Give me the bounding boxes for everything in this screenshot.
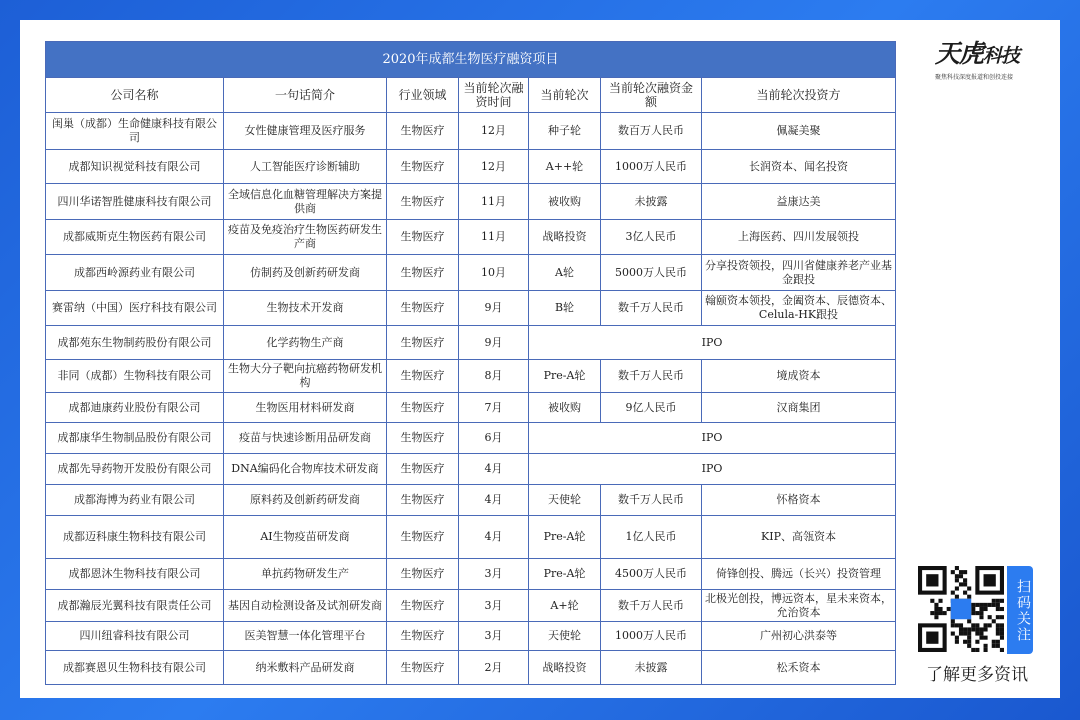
- table-row: [46, 255, 896, 291]
- financing-table: [45, 41, 896, 685]
- round-cell: A轮: [529, 255, 601, 291]
- company-name-cell: 成都赛恩贝生物科技有限公司: [46, 651, 224, 685]
- time-cell: 11月: [459, 220, 529, 255]
- intro-cell: 仿制药及创新药研发商: [224, 255, 387, 291]
- round-cell: 种子轮: [529, 113, 601, 150]
- intro-cell: 原料药及创新药研发商: [224, 485, 387, 516]
- brand-name: [935, 40, 1045, 70]
- round-cell: B轮: [529, 291, 601, 326]
- investor-cell: 长润资本、闻名投资: [702, 150, 896, 184]
- field-cell: 生物医疗: [387, 113, 459, 150]
- qr-code-icon: [918, 566, 1004, 652]
- intro-cell: 化学药物生产商: [224, 326, 387, 360]
- time-cell: 6月: [459, 423, 529, 454]
- table-row: [46, 326, 896, 360]
- table-row: [46, 651, 896, 685]
- amount-cell: 1亿人民币: [601, 516, 702, 559]
- ipo-cell: IPO: [529, 423, 896, 454]
- table-row: [46, 184, 896, 220]
- time-cell: 3月: [459, 559, 529, 590]
- field-cell: 生物医疗: [387, 360, 459, 393]
- company-name-cell: 成都恩沐生物科技有限公司: [46, 559, 224, 590]
- amount-cell: 9亿人民币: [601, 393, 702, 423]
- table-header-row: [46, 78, 896, 113]
- intro-cell: 基因自动检测设备及试剂研发商: [224, 590, 387, 622]
- investor-cell: 北极光创投，博远资本，星未来资本，允治资本: [702, 590, 896, 622]
- round-cell: 被收购: [529, 184, 601, 220]
- brand-logo: [935, 40, 1045, 81]
- company-name-cell: 成都海博为药业有限公司: [46, 485, 224, 516]
- investor-cell: 倚锋创投、腾远（长兴）投资管理: [702, 559, 896, 590]
- round-cell: Pre-A轮: [529, 559, 601, 590]
- round-cell: A++轮: [529, 150, 601, 184]
- amount-cell: 数千万人民币: [601, 590, 702, 622]
- investor-cell: KIP、高瓴资本: [702, 516, 896, 559]
- field-cell: 生物医疗: [387, 516, 459, 559]
- company-name-cell: 成都西岭源药业有限公司: [46, 255, 224, 291]
- time-cell: 3月: [459, 590, 529, 622]
- table-row: [46, 360, 896, 393]
- round-cell: 天使轮: [529, 485, 601, 516]
- intro-cell: 疫苗与快速诊断用品研发商: [224, 423, 387, 454]
- amount-cell: 未披露: [601, 651, 702, 685]
- table-body: [46, 113, 896, 685]
- round-cell: A+轮: [529, 590, 601, 622]
- intro-cell: 纳米敷料产品研发商: [224, 651, 387, 685]
- time-cell: 4月: [459, 485, 529, 516]
- ipo-cell: IPO: [529, 454, 896, 485]
- table-row: [46, 622, 896, 651]
- time-cell: 8月: [459, 360, 529, 393]
- time-cell: 3月: [459, 622, 529, 651]
- company-name-cell: 成都迪康药业股份有限公司: [46, 393, 224, 423]
- table-row: [46, 220, 896, 255]
- time-cell: 11月: [459, 184, 529, 220]
- company-name-cell: 成都康华生物制品股份有限公司: [46, 423, 224, 454]
- field-cell: 生物医疗: [387, 651, 459, 685]
- investor-cell: 翰颐资本领投，金阖资本、辰德资本、Celula-HK跟投: [702, 291, 896, 326]
- amount-cell: 4500万人民币: [601, 559, 702, 590]
- amount-cell: 未披露: [601, 184, 702, 220]
- amount-cell: 数千万人民币: [601, 291, 702, 326]
- field-cell: 生物医疗: [387, 220, 459, 255]
- time-cell: 2月: [459, 651, 529, 685]
- intro-cell: 生物医用材料研发商: [224, 393, 387, 423]
- investor-cell: 广州初心洪泰等: [702, 622, 896, 651]
- time-cell: 12月: [459, 150, 529, 184]
- company-name-cell: 四川纽睿科技有限公司: [46, 622, 224, 651]
- company-name-cell: 成都威斯克生物医药有限公司: [46, 220, 224, 255]
- round-cell: 被收购: [529, 393, 601, 423]
- table-row: [46, 516, 896, 559]
- field-cell: 生物医疗: [387, 184, 459, 220]
- amount-cell: 数千万人民币: [601, 485, 702, 516]
- table-row: [46, 454, 896, 485]
- field-cell: 生物医疗: [387, 559, 459, 590]
- intro-cell: 生物大分子靶向抗癌药物研发机构: [224, 360, 387, 393]
- table-row: [46, 393, 896, 423]
- company-name-cell: 赛雷纳（中国）医疗科技有限公司: [46, 291, 224, 326]
- table-row: [46, 485, 896, 516]
- brand-name-main: 天虎: [935, 39, 984, 68]
- more-info-caption: 了解更多资讯: [926, 665, 1028, 685]
- column-header: 当前轮次融资金额: [601, 78, 702, 113]
- column-header: 公司名称: [46, 78, 224, 113]
- company-name-cell: 成都瀚辰光翼科技有限责任公司: [46, 590, 224, 622]
- intro-cell: AI生物疫苗研发商: [224, 516, 387, 559]
- intro-cell: 疫苗及免疫治疗生物医药研发生产商: [224, 220, 387, 255]
- column-header: 当前轮次: [529, 78, 601, 113]
- field-cell: 生物医疗: [387, 423, 459, 454]
- intro-cell: 人工智能医疗诊断辅助: [224, 150, 387, 184]
- field-cell: 生物医疗: [387, 326, 459, 360]
- table-row: [46, 423, 896, 454]
- investor-cell: 佩凝美聚: [702, 113, 896, 150]
- field-cell: 生物医疗: [387, 393, 459, 423]
- column-header: 当前轮次融资时间: [459, 78, 529, 113]
- intro-cell: DNA编码化合物库技术研发商: [224, 454, 387, 485]
- time-cell: 10月: [459, 255, 529, 291]
- field-cell: 生物医疗: [387, 485, 459, 516]
- amount-cell: 1000万人民币: [601, 150, 702, 184]
- company-name-cell: 成都知识视觉科技有限公司: [46, 150, 224, 184]
- investor-cell: 境成资本: [702, 360, 896, 393]
- amount-cell: 数千万人民币: [601, 360, 702, 393]
- column-header: 行业领域: [387, 78, 459, 113]
- table-row: [46, 590, 896, 622]
- column-header: 当前轮次投资方: [702, 78, 896, 113]
- time-cell: 12月: [459, 113, 529, 150]
- intro-cell: 医美智慧一体化管理平台: [224, 622, 387, 651]
- table-row: [46, 559, 896, 590]
- intro-cell: 生物技术开发商: [224, 291, 387, 326]
- round-cell: Pre-A轮: [529, 360, 601, 393]
- investor-cell: 汉商集团: [702, 393, 896, 423]
- field-cell: 生物医疗: [387, 590, 459, 622]
- field-cell: 生物医疗: [387, 454, 459, 485]
- amount-cell: 3亿人民币: [601, 220, 702, 255]
- time-cell: 9月: [459, 291, 529, 326]
- company-name-cell: 成都先导药物开发股份有限公司: [46, 454, 224, 485]
- round-cell: 战略投资: [529, 220, 601, 255]
- company-name-cell: 成都苑东生物制药股份有限公司: [46, 326, 224, 360]
- investor-cell: 松禾资本: [702, 651, 896, 685]
- field-cell: 生物医疗: [387, 622, 459, 651]
- round-cell: 天使轮: [529, 622, 601, 651]
- time-cell: 4月: [459, 454, 529, 485]
- intro-cell: 女性健康管理及医疗服务: [224, 113, 387, 150]
- time-cell: 9月: [459, 326, 529, 360]
- financing-table-container: [45, 41, 895, 685]
- round-cell: 战略投资: [529, 651, 601, 685]
- amount-cell: 1000万人民币: [601, 622, 702, 651]
- scan-follow-badge: 扫码关注: [1007, 566, 1033, 654]
- company-name-cell: 四川华诺智胜健康科技有限公司: [46, 184, 224, 220]
- round-cell: Pre-A轮: [529, 516, 601, 559]
- company-name-cell: 非同（成都）生物科技有限公司: [46, 360, 224, 393]
- column-header: 一句话简介: [224, 78, 387, 113]
- table-row: [46, 291, 896, 326]
- table-title: 2020年成都生物医疗融资项目: [46, 42, 896, 78]
- table-row: [46, 150, 896, 184]
- company-name-cell: 成都迈科康生物科技有限公司: [46, 516, 224, 559]
- investor-cell: 怀格资本: [702, 485, 896, 516]
- amount-cell: 数百万人民币: [601, 113, 702, 150]
- amount-cell: 5000万人民币: [601, 255, 702, 291]
- ipo-cell: IPO: [529, 326, 896, 360]
- intro-cell: 全域信息化血糖管理解决方案提供商: [224, 184, 387, 220]
- field-cell: 生物医疗: [387, 150, 459, 184]
- time-cell: 4月: [459, 516, 529, 559]
- brand-tagline: 聚焦科技深度报道和创投连接: [935, 74, 1014, 81]
- investor-cell: 益康达美: [702, 184, 896, 220]
- investor-cell: 分享投资领投，四川省健康养老产业基金跟投: [702, 255, 896, 291]
- investor-cell: 上海医药、四川发展领投: [702, 220, 896, 255]
- company-name-cell: 闺巢（成都）生命健康科技有限公司: [46, 113, 224, 150]
- intro-cell: 单抗药物研发生产: [224, 559, 387, 590]
- brand-name-suffix: 科技: [983, 45, 1020, 67]
- field-cell: 生物医疗: [387, 291, 459, 326]
- field-cell: 生物医疗: [387, 255, 459, 291]
- time-cell: 7月: [459, 393, 529, 423]
- table-row: [46, 113, 896, 150]
